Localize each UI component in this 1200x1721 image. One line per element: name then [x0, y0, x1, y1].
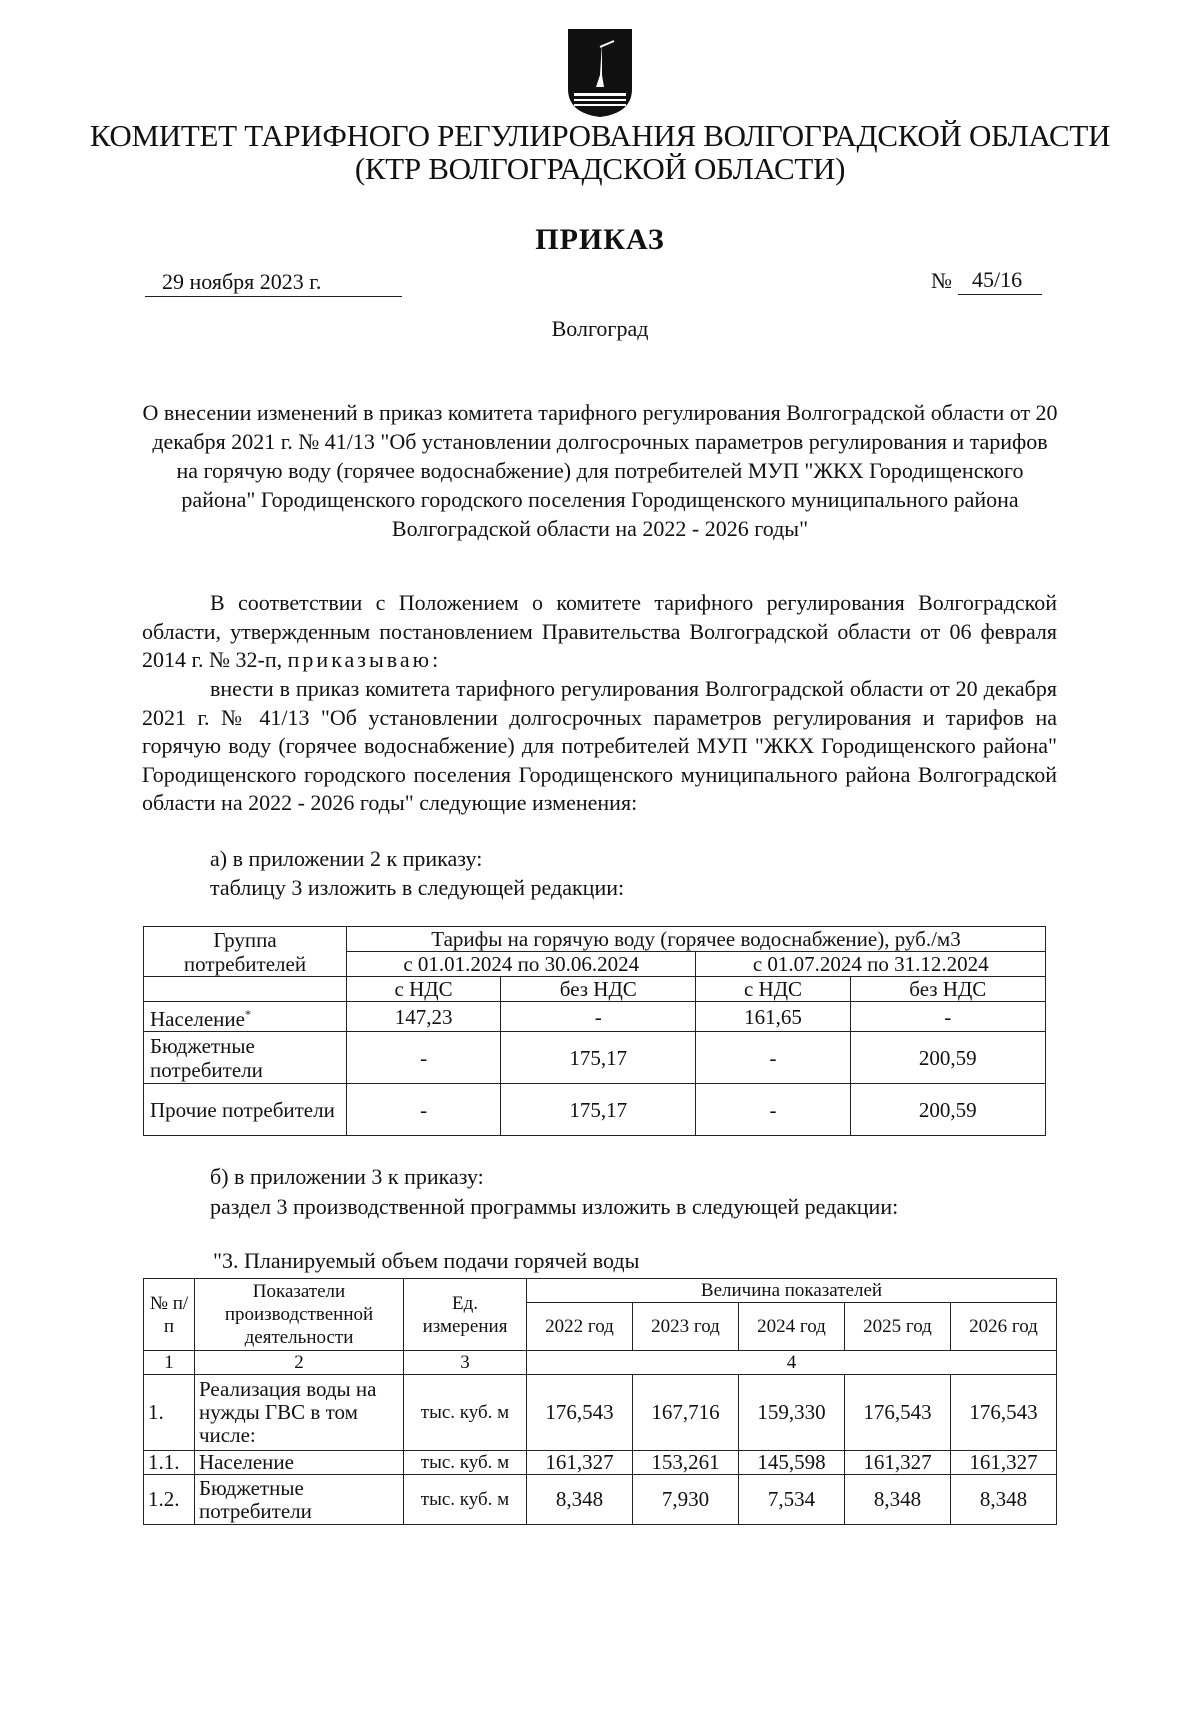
col-num: 3 — [404, 1351, 527, 1375]
org-abbreviation: (КТР ВОЛГОГРАДСКОЙ ОБЛАСТИ) — [354, 151, 846, 186]
coat-of-arms-emblem — [566, 27, 634, 119]
year-header: 2024 год — [739, 1303, 845, 1351]
item-b-text: раздел 3 производственной программы изложить в следующей редакции: — [210, 1194, 899, 1219]
header-with-vat: с НДС — [696, 977, 850, 1002]
order-subject: О внесении изменений в приказ комитета тарифного регулирования Волгоградской области от 20 декабря 2021 г. № 41/13 "Об установлении долгосрочных параметров регулирования и тарифов на горячую воду (горячее водоснабжение) для потребителей МУП "ЖКХ Городищенского района" Городищенского городского поселения Городищенского муниципального района Волгоградской области на 2022 - 2026 годы" — [142, 400, 1058, 541]
value-cell: 159,330 — [739, 1375, 845, 1451]
value-cell: 175,17 — [501, 1032, 696, 1084]
header-group: Группа потребителей — [144, 927, 347, 977]
item-a-text: таблицу 3 изложить в следующей редакции: — [210, 875, 625, 900]
paragraph-changes: внести в приказ комитета тарифного регулирования Волгоградской области от 20 декабря 2021 г. № 41/13 "Об установлении долгосрочных параметров регулирования и тарифов на горячую воду (горячее водоснабжение) для потребителей МУП "ЖКХ Городищенского района" Городищенского городского поселения Городищенского муниципального района Волгоградской области на 2022 - 2026 годы" следующие изменения: — [142, 676, 1057, 815]
row-no: 1. — [144, 1375, 195, 1451]
value-cell: - — [347, 1084, 501, 1136]
order-number: 45/16 — [958, 266, 1042, 295]
tariff-table — [143, 926, 1046, 1136]
number-sign: № — [931, 268, 952, 293]
value-cell: 7,534 — [739, 1475, 845, 1525]
value-cell: - — [850, 1002, 1045, 1032]
header-empty — [144, 977, 347, 1002]
group-cell: Прочие потребители — [144, 1084, 347, 1136]
value-cell: 200,59 — [850, 1032, 1045, 1084]
row-no: 1.1. — [144, 1451, 195, 1475]
value-cell: 161,327 — [527, 1451, 633, 1475]
value-cell: 161,65 — [696, 1002, 850, 1032]
value-cell: 200,59 — [850, 1084, 1045, 1136]
header-period-2: с 01.07.2024 по 31.12.2024 — [696, 952, 1046, 977]
year-header: 2026 год — [951, 1303, 1057, 1351]
value-cell: - — [696, 1032, 850, 1084]
header-values: Величина показателей — [527, 1279, 1057, 1303]
row-unit: тыс. куб. м — [404, 1451, 527, 1475]
order-number-block — [931, 266, 1042, 295]
table-row — [144, 1084, 1046, 1136]
value-cell: 7,930 — [633, 1475, 739, 1525]
value-cell: 176,543 — [527, 1375, 633, 1451]
header-no: № п/п — [144, 1279, 195, 1351]
table-row — [144, 1032, 1046, 1084]
header-period-1: с 01.01.2024 по 30.06.2024 — [347, 952, 696, 977]
value-cell: 161,327 — [951, 1451, 1057, 1475]
header-indicator: Показатели производственной деятельности — [195, 1279, 404, 1351]
col-num: 1 — [144, 1351, 195, 1375]
value-cell: - — [696, 1084, 850, 1136]
document-type: ПРИКАЗ — [535, 223, 665, 256]
footnote-mark: * — [244, 1007, 251, 1021]
paragraph-basis — [142, 589, 1057, 675]
year-header: 2023 год — [633, 1303, 739, 1351]
year-header: 2025 год — [845, 1303, 951, 1351]
value-cell: - — [501, 1002, 696, 1032]
city: Волгоград — [551, 316, 649, 341]
value-cell: - — [347, 1032, 501, 1084]
value-cell: 147,23 — [347, 1002, 501, 1032]
basis-text: В соответствии с Положением о комитете тарифного регулирования Волгоградской области, утвержденным постановлением Правительства Волгоградской области от 06 февраля 2014 г. № 32-п, — [142, 590, 1057, 672]
table-row — [144, 1002, 1046, 1032]
value-cell: 176,543 — [845, 1375, 951, 1451]
value-cell: 161,327 — [845, 1451, 951, 1475]
item-b: б) в приложении 3 к приказу: — [210, 1164, 484, 1189]
order-date: 29 ноября 2023 г. — [145, 268, 402, 297]
group-cell: Бюджетные потребители — [144, 1032, 347, 1084]
table-row — [144, 1451, 1057, 1475]
row-name: Население — [195, 1451, 404, 1475]
table-row — [144, 1475, 1057, 1525]
year-header: 2022 год — [527, 1303, 633, 1351]
section-3-title: "3. Планируемый объем подачи горячей воды — [213, 1248, 640, 1273]
value-cell: 8,348 — [845, 1475, 951, 1525]
row-unit: тыс. куб. м — [404, 1375, 527, 1451]
value-cell: 175,17 — [501, 1084, 696, 1136]
header-without-vat: без НДС — [501, 977, 696, 1002]
value-cell: 167,716 — [633, 1375, 739, 1451]
value-cell: 8,348 — [951, 1475, 1057, 1525]
col-num: 2 — [195, 1351, 404, 1375]
value-cell: 153,261 — [633, 1451, 739, 1475]
table-row — [144, 1375, 1057, 1451]
value-cell: 145,598 — [739, 1451, 845, 1475]
item-a: а) в приложении 2 к приказу: — [210, 846, 483, 871]
col-num: 4 — [527, 1351, 1057, 1375]
order-word: приказываю: — [287, 647, 442, 672]
org-title: КОМИТЕТ ТАРИФНОГО РЕГУЛИРОВАНИЯ ВОЛГОГРАДСКОЙ ОБЛАСТИ — [89, 118, 1111, 153]
header-unit: Ед. измерения — [404, 1279, 527, 1351]
group-cell: Население* — [144, 1002, 347, 1032]
header-without-vat: без НДС — [850, 977, 1045, 1002]
row-unit: тыс. куб. м — [404, 1475, 527, 1525]
row-name: Бюджетные потребители — [195, 1475, 404, 1525]
row-no: 1.2. — [144, 1475, 195, 1525]
value-cell: 8,348 — [527, 1475, 633, 1525]
value-cell: 176,543 — [951, 1375, 1057, 1451]
header-with-vat: с НДС — [347, 977, 501, 1002]
row-name: Реализация воды на нужды ГВС в том числе: — [195, 1375, 404, 1451]
volume-table — [143, 1278, 1057, 1525]
header-tariffs: Тарифы на горячую воду (горячее водоснабжение), руб./м3 — [347, 927, 1046, 952]
